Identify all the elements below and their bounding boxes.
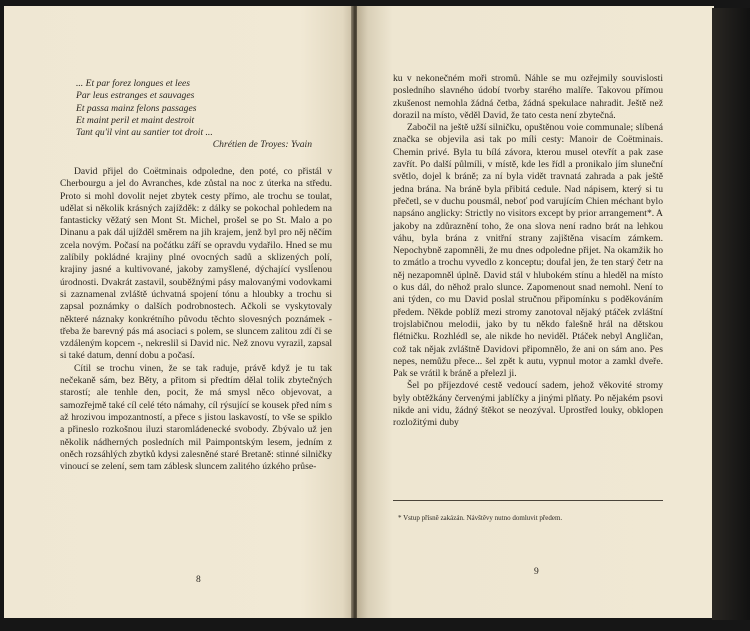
epigraph-line: Tant qu'il vint au santier tot droit ...: [76, 127, 213, 139]
paragraph: Šel po příjezdové cestě vedoucí sadem, jehož věkovité stromy byly obtěžkány červenými jablíčky a jinými plňaty. Po nějakém psovi nikde ani vidu, žádný štěkot se neozýval. Uprostřed louky, obklopen rozložitými duby: [393, 380, 663, 429]
right-page-body: [393, 73, 663, 430]
epigraph-line: Et passa mainz felons passages: [76, 102, 197, 114]
paragraph: Cítil se trochu vinen, že se tak raduje, právě když je tu tak nečekaně sám, bez Běty, a přitom si předtím dělal tolik zbytečných starostí; ale tenhle den, pocit, že má smysl něco objevovat, a samozřejmě také cíl celé této námahy, cíl rýsující se kousek před ním s až hrozivou impozantností, a přece s jistou laskavostí, to vše se spiklo a přineslo rozkošnou iluzi staromládenecké svobody. Zbývalo už jen několik nádherných posledních mil Paimpontským lesem, jedním z oněch rozsáhlých zbytků kdysi zalesněné staré Bretaně: stinné silničky vinoucí se zelení, sem tam záblesk sluncem zalitého úzkého průse-: [60, 362, 332, 473]
epigraph-source: Chrétien de Troyes: Yvain: [212, 139, 312, 151]
page-number-left: 8: [196, 575, 201, 585]
epigraph-line: Par leus estranges et sauvages: [76, 90, 195, 102]
epigraph: [76, 78, 316, 152]
footnote-rule: [393, 500, 663, 501]
footnote: * Vstup přísně zakázán. Návštěvy nutno domluvit předem.: [398, 514, 563, 522]
paragraph: David přijel do Coëtminais odpoledne, den poté, co přistál v Cherbourgu a jel do Avranches, kde zůstal na noc z úterka na středu. Proto si mohl dovolit nejet zbytek cesty přímo, ale trochu se toulat, udělat si několik krásných zajížděk: z dálky se pokochal pohledem na fantasticky věžatý sen Mont St. Michel, prošel se po St. Malo a po Dinanu a pak dál ujížděl směrem na jih krajem, jenž byl pro něj něčím zcela novým. Počasí na počátku září se opravdu vydařilo. Hned se mu zalíbily pokládné krajiny plné ovocných sadů a sklizených polí, krajiny jasné a kultivované, jakoby zamyšlené, dýchající vyslĺenou úrodnosti. Dvakrát zastavil, souběžnými pásy malovanými vodovkami si zaznamenal zvláště úchvatná spojení tónu a hloubky a trochu si zapsal poznámky o dalších podrobnostech. Ačkoli se vyskytovaly některé náznaky konkrétního původu těchto slovesných poznámek - třeba že barevný pás má asociaci s polem, se sluncem zalitou zdí či se vzdáleným kopcem -, nekreslil si David nic. Než znovu vyrazil, zapsal si také datum, denní dobu a počasí.: [60, 166, 332, 362]
paragraph: Zabočil na ještě užší silničku, opuštěnou voie communale; slíbená značka se objevila asi tak po míli cesty: Manoir de Coëtminais. Chemin privé. Byla tu bílá závora, kterou musel otevřít a pak zase zavřít. Po další půlmíli, v místě, kde les řídl a pronikalo jím sluneční světlo, dojel k bráně; za ní byla vidět travnatá zahrada a pak ještě jedna brána. Na bráně byla přibitá cedule. Nad nápisem, který si tu přečetl, se v duchu pousmál, neboť pod varujícím Chien méchant bylo napsáno anglicky: Strictly no visitors except by prior arrangement*. A jakoby na zdůraznění toho, že ona slova není radno brát na lehkou váhu, byla brána z vnitřní strany zajištěna visacím zámkem. Nepochybně zapomněli, že mu dnes odpoledne přijet. Na okamžik ho to zmátlo a trochu vyvedlo z konceptu; doufal jen, že ten starý četr na něj nezapomněl úplně. David stál v hlubokém stínu a hleděl na místo o kus dál, do něhož pralo slunce. Zapomenout snad nemohl. Není to ani týden, co mu David poslal stručnou připomínku s poděkováním předem. Někde poblíž mezi stromy zanotoval nějaký ptáček zvláštní trojslabičnou melodii, jako by tu někdo falešně hrál na dětskou flétničku. Rozhlédl se, ale nikde ho neviděl. Ptáček nebyl Angličan, což tak nějak zvláštně Davidovi připomnělo, že ani on sám ano. Pes nepes, nemůžu přece... šel zpět k autu, vypnul motor a zamkl dveře. Pak se vrátil k bráně a přelezl ji.: [393, 122, 663, 380]
epigraph-line: Et maint peril et maint destroit: [76, 114, 195, 126]
page-number-right: 9: [534, 567, 539, 577]
epigraph-line: ... Et par forez longues et lees: [76, 78, 190, 89]
page-edges: [712, 8, 750, 620]
left-page-body: [60, 166, 332, 473]
paragraph: ku v nekonečném moři stromů. Náhle se mu ozřejmily souvislosti posledního slavného údobí tvorby starého malíře. Takovou přímou zkušenost nemohla žádná četba, žádná spekulace nahradit. Ještě než dorazil na místo, věděl David, že tato cesta není zbytečná.: [393, 73, 663, 121]
